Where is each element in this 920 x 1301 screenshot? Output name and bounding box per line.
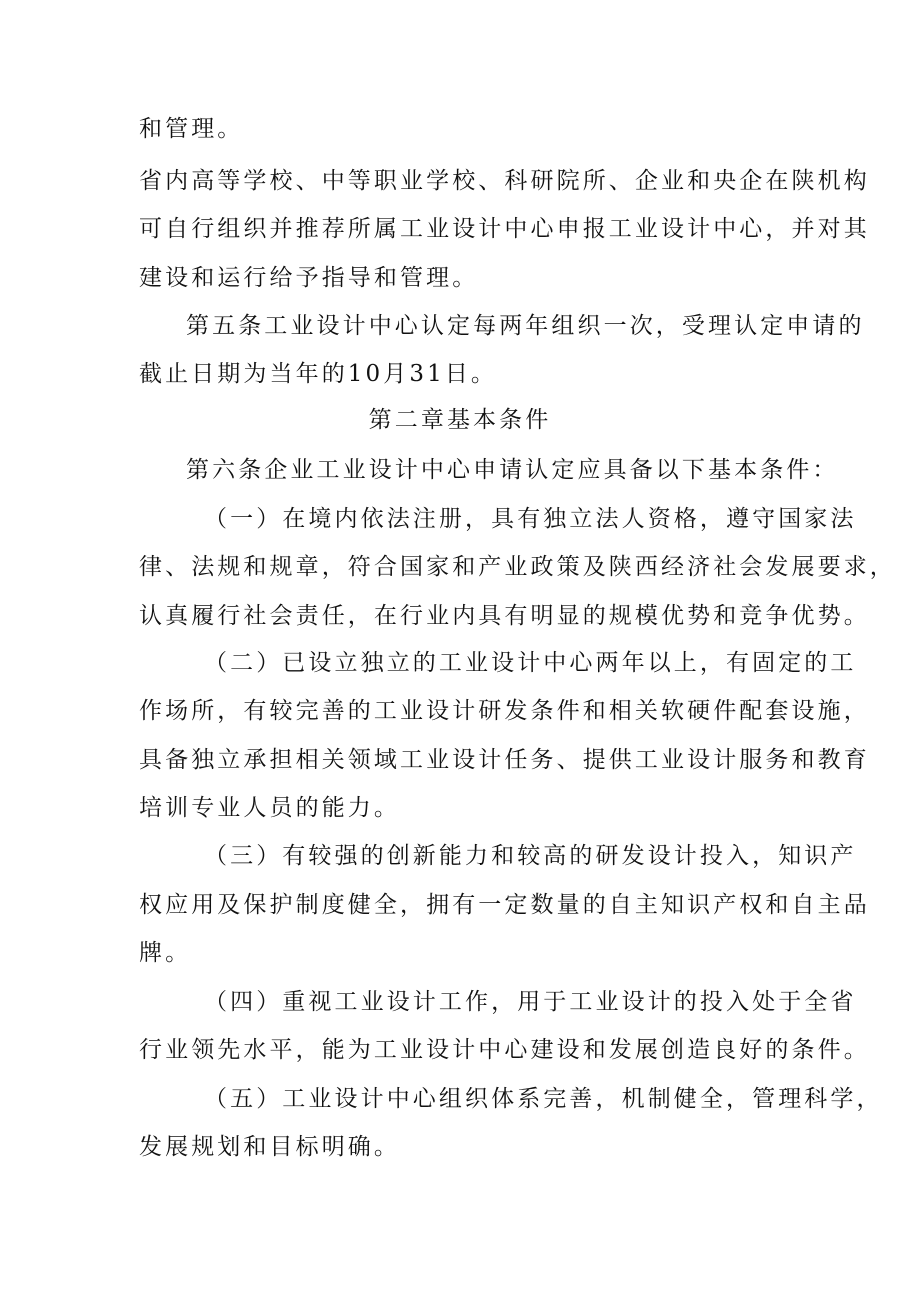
text-line: 省内高等学校、中等职业学校、科研院所、企业和央企在陕机构 [139, 168, 870, 194]
article-6-start: 第六条企业工业设计中心申请认定应具备以下基本条件： [186, 457, 839, 483]
clause-2-start: （二）已设立独立的工业设计中心两年以上，有固定的工 [204, 650, 857, 676]
text-line: 培训专业人员的能力。 [139, 795, 400, 821]
text-line: 律、法规和规章，符合国家和产业政策及陕西经济社会发展要求， [139, 554, 896, 580]
text-line: 具备独立承担相关领域工业设计任务、提供工业设计服务和教育 [139, 747, 870, 773]
text-line: 认真履行社会责任，在行业内具有明显的规模优势和竞争优势。 [139, 603, 870, 629]
text-line: 牌。 [139, 940, 192, 966]
text-line: 可自行组织并推荐所属工业设计中心申报工业设计中心，并对其 [139, 216, 870, 242]
clause-5-start: （五）工业设计中心组织体系完善，机制健全，管理科学， [204, 1086, 883, 1112]
clause-4-start: （四）重视工业设计工作，用于工业设计的投入处于全省 [204, 989, 857, 1015]
text-line: 行业领先水平，能为工业设计中心建设和发展创造良好的条件。 [139, 1037, 870, 1063]
text-line: 发展规划和目标明确。 [139, 1134, 400, 1160]
text-line: 截止日期为当年的10月31日。 [139, 361, 498, 387]
text-line: 权应用及保护制度健全，拥有一定数量的自主知识产权和自主品 [139, 892, 870, 918]
text-line: 建设和运行给予指导和管理。 [139, 265, 479, 291]
article-5-start: 第五条工业设计中心认定每两年组织一次，受理认定申请的 [186, 313, 865, 339]
text-line: 和管理。 [139, 116, 244, 142]
clause-3-start: （三）有较强的创新能力和较高的研发设计投入，知识产 [204, 843, 857, 869]
clause-1-start: （一）在境内依法注册，具有独立法人资格，遵守国家法 [204, 506, 857, 532]
text-line: 作场所，有较完善的工业设计研发条件和相关软硬件配套设施， [139, 698, 870, 724]
chapter-heading: 第二章基本条件 [368, 407, 552, 433]
